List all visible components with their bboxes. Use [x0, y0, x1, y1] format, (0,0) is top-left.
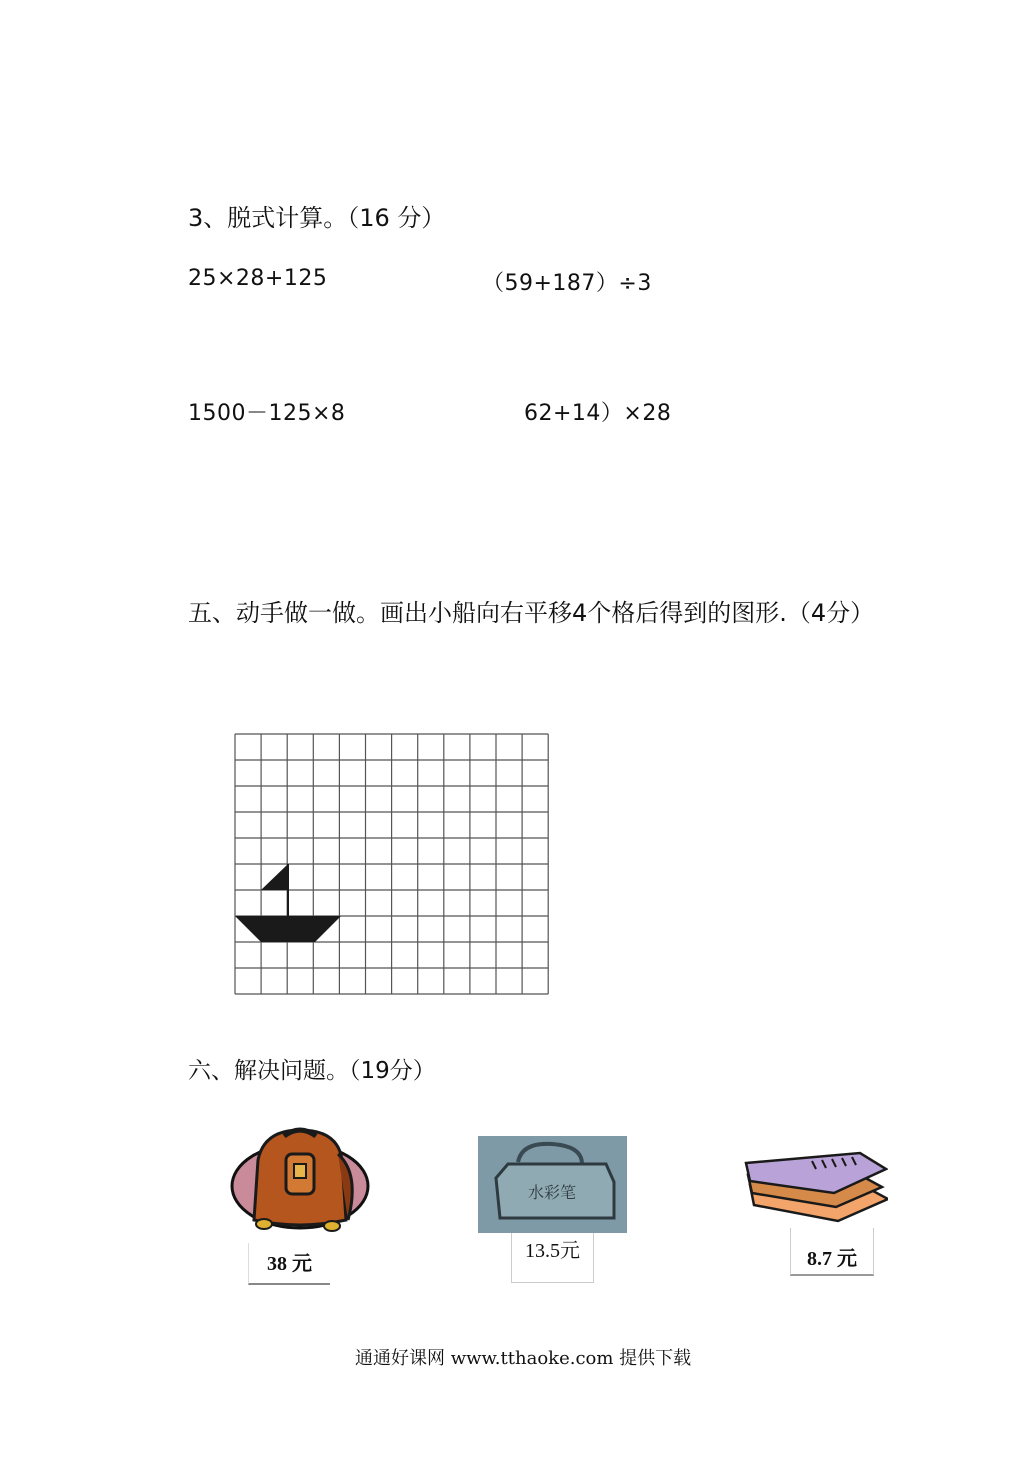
boat-hull	[235, 916, 341, 942]
price-tag-notebooks: 8.7 元	[790, 1228, 874, 1276]
section-6-title: 六、解决问题。（19分）	[188, 1058, 436, 1084]
page-footer: 通通好课网 www.tthaoke.com 提供下载	[355, 1348, 692, 1369]
boat-icon	[235, 864, 341, 942]
watercolor-pen-box-icon	[478, 1136, 627, 1233]
section-5-title: 五、动手做一做。画出小船向右平移4个格后得到的图形.（4分）	[188, 599, 875, 627]
expression-1: 25×28+125	[188, 266, 328, 291]
section-3-title: 3、脱式计算。（16 分）	[188, 204, 446, 232]
price-tag-bag: 38 元	[248, 1243, 330, 1285]
expression-4: 62+14）×28	[524, 401, 672, 426]
schoolbag-icon	[228, 1124, 370, 1239]
boat-sail	[261, 864, 288, 890]
expression-2: （59+187）÷3	[482, 271, 652, 296]
price-tag-pen-box: 13.5元	[511, 1233, 594, 1283]
translation-grid	[232, 731, 552, 999]
expression-3: 1500－125×8	[188, 401, 346, 426]
pen-box-label: 水彩笔	[527, 1183, 577, 1202]
notebooks-icon	[742, 1145, 888, 1223]
